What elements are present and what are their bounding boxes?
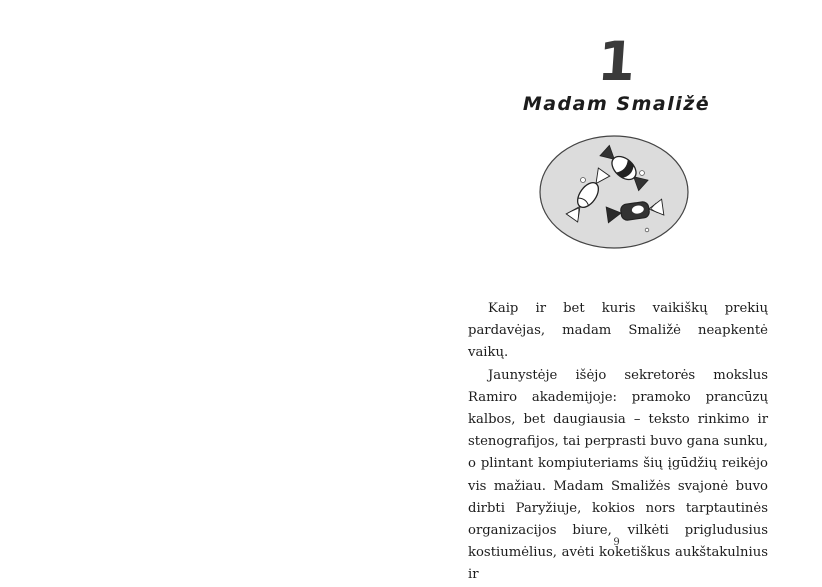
chapter-number: 1 (595, 30, 638, 93)
left-page-blank (0, 0, 411, 581)
paragraph: Kaip ir bet kuris vaikiškų prekių pardavėjas, madam Smaližė neapkentė vaikų. (468, 301, 768, 361)
candies-plate-icon (538, 133, 690, 251)
page-number: 9 (613, 537, 620, 548)
chapter-title: Madam Smaližė (522, 93, 711, 115)
right-page (411, 0, 822, 581)
paragraph: Jaunystėje išėjo sekretorės mokslus Ramiro akademijoje: pramoko prancūzų kalbos, bet daugiausia – teksto rinkimo ir stenografijos, tai perprasti buvo gana sunku, o plintant kompiuteriams šių įgūdžių reikėjo vis mažiau. Madam Smaližės svajonė buvo dirbti Paryžiuje, kokios nors tarptautinės organizacijos biure, vilkėti prigludusius kostiumėlius, avėti koketiškus aukštakulnius ir (468, 367, 768, 583)
plate-shape (540, 136, 688, 248)
